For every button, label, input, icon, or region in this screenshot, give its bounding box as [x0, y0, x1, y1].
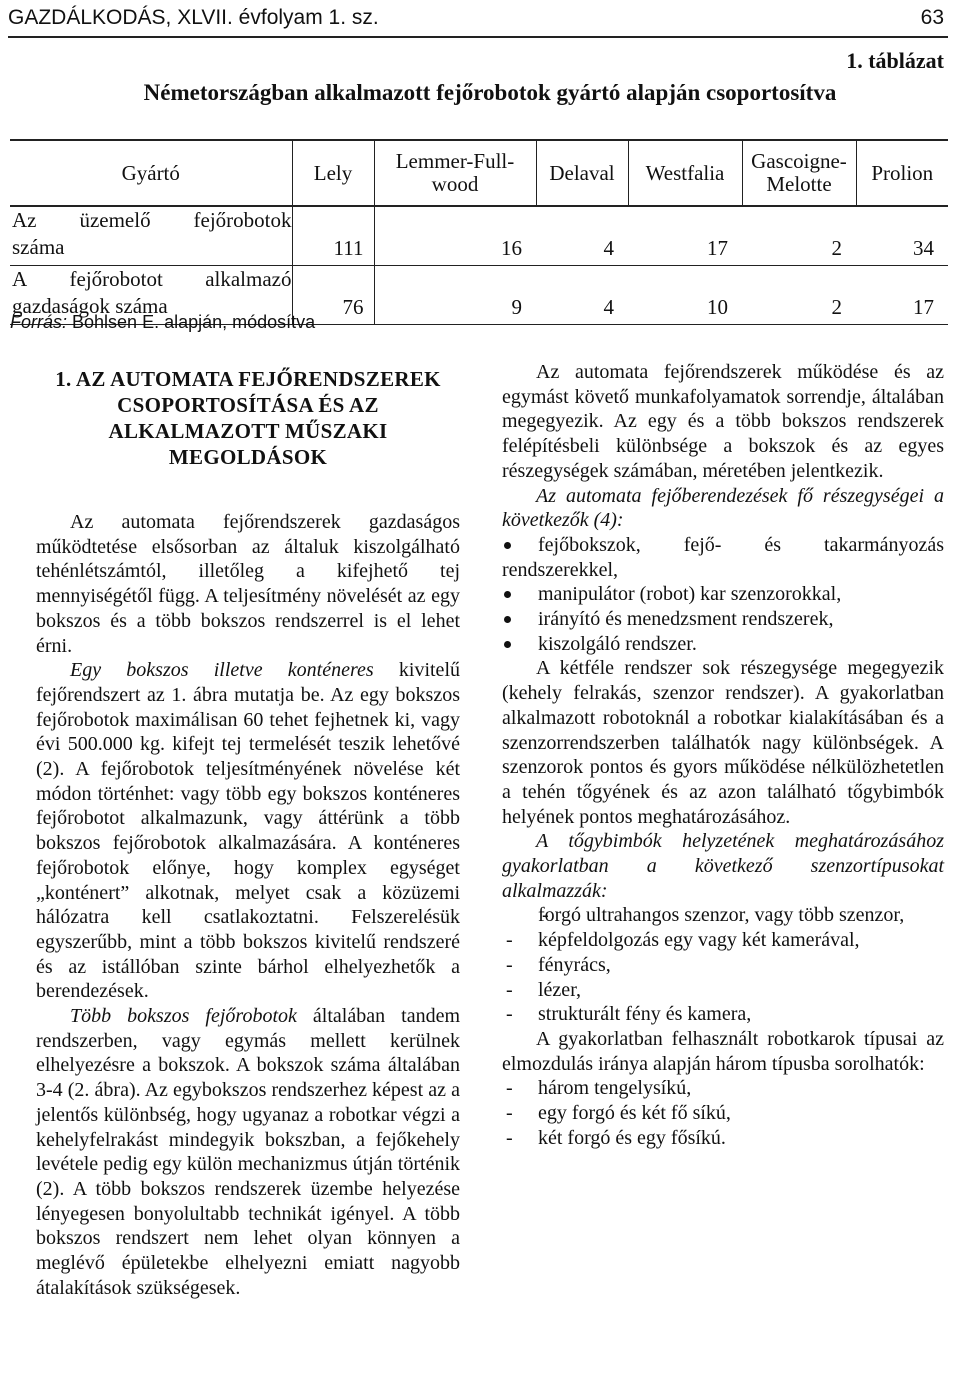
dash-item: - egy forgó és két fő síkú,	[502, 1101, 944, 1126]
source-text: Bohlsen E. alapján, módosítva	[67, 312, 316, 332]
row-label-word: alkalmazó	[205, 267, 292, 291]
header-lemmer-line2: wood	[431, 172, 479, 196]
header-lemmer-line1: Lemmer-Full-	[395, 149, 515, 173]
row-label-word: fejőrobotot	[69, 267, 163, 291]
cell-delaval: 4	[603, 236, 614, 260]
paragraph: Az automata fejőrendszerek gazdaságos működtetése elsősorban az általuk kiszolgálható tehénlétszámtól, illetőleg a kifejhető tej mennyiségétől függ. A teljesítmény növelését az egy bokszos és a több bokszos rendszerrel is el lehet érni.	[36, 511, 460, 657]
cell-gascoigne-melotte: 2	[831, 295, 842, 319]
header-prolion: Prolion	[856, 140, 948, 206]
dash-item: - forgó ultrahangos szenzor, vagy több szenzor,	[502, 903, 944, 928]
table-label: 1. táblázat	[846, 48, 944, 73]
header-gascoigne-line2: Melotte	[766, 172, 832, 196]
bullet-item: manipulátor (robot) kar szenzorokkal,	[502, 582, 944, 607]
row-label-word: fejőrobotok	[193, 208, 292, 232]
table-row	[10, 206, 948, 266]
page-number: 63	[920, 6, 944, 29]
cell-lely: 111	[292, 206, 374, 266]
paragraph: Az automata fejőrendszerek működése és az egymást követő munkafolyamatok sorrendje, általában megegyezik. Az egy és a több bokszos rendszerek felépítésbeli különbsége a bokszok és az egyes részegységek számában, méretében jelentkezik.	[502, 361, 944, 482]
header-westfalia: Westfalia	[628, 140, 742, 206]
cell-gascoigne-melotte: 2	[831, 236, 842, 260]
dash-item: - lézer,	[502, 978, 944, 1003]
table-title: Németországban alkalmazott fejőrobotok gyártó alapján csoportosítva	[143, 80, 837, 105]
italic-lead: Egy bokszos illetve konténeres	[70, 659, 374, 682]
heading-line: 1. AZ AUTOMATA FEJŐRENDSZEREK	[55, 367, 441, 391]
section-heading	[36, 366, 460, 470]
row-label-word: gazdaságok száma	[12, 294, 168, 318]
paragraph-text: általában tandem rendszerben, vagy egymás mellett kerülnek elhelyezésre a bokszok. A bokszok száma általában 3-4 (2. ábra). Az egybokszos rendszerhez képest az a jelentős különbség, hogy ugyanaz a robotkar végzi a kehelyfelrakást mindegyik bokszban, a fejőkehely levétele pedig egy külön mechanizmus útján történik (2). A több bokszos rendszerek üzembe helyezése lényegesen bonyolultabb technikát igényel. A több bokszos rendszert nem lehet olyan könnyen a meglévő épületekbe elhelyezni emiatt nagyobb átalakítások szükségesek.	[36, 1005, 460, 1299]
cell-prolion: 17	[913, 295, 934, 319]
dash-item: - két forgó és egy fősíkú.	[502, 1126, 944, 1151]
paragraph: A kétféle rendszer sok részegysége megegyezik (kehely felrakás, szenzor rendszer). A gyakorlatban alkalmazott robotoknál a robotkar kialakításában és a szenzorrendszerben találhatók nagy különbségek. A szenzorok pontos és gyors működése nélkülözhetetlen a tehén tőgyének és az azon található tőgybimbók helyének pontos meghatározásához.	[502, 657, 944, 828]
paragraph	[36, 658, 460, 1004]
cell-prolion: 34	[913, 236, 934, 260]
row-label-word: Az	[12, 208, 37, 232]
running-head	[8, 2, 948, 38]
dash-item: - fényrács,	[502, 953, 944, 978]
row-label-word: száma	[12, 235, 65, 259]
robot-manufacturer-table	[10, 139, 948, 325]
cell-delaval: 4	[603, 295, 614, 319]
heading-line: CSOPORTOSÍTÁSA ÉS AZ	[117, 393, 379, 417]
bullet-item: fejőbokszok, fejő- és takarmányozás rendszerekkel,	[502, 533, 944, 581]
paragraph-text: kivitelű fejőrendszert az 1. ábra mutatja be. Az egy bokszos fejőrobotok maximálisan 60 tehet fejhetnek ki, vagy évi 500.000 kg. kifejt tej termelését teszik lehetővé (2). A fejőrobotok teljesítményének növelése két módon történhet: vagy több egy bokszos konténeres fejőrobotot alkalmazunk, vagy áttérünk a több bokszos fejőrobotok alkalmazására. A konténeres fejőrobotok előnye, hogy komplex egységet „konténert” alkotnak, melyet csak a közüzemi hálózatra kell csatlakoztatni. Felszerelésük egyszerűbb, mint a több bokszos kivitelű rendszeré és az istállóban szinte bárhol elhelyezhetők a berendezések.	[36, 659, 460, 1003]
header-lemmer-fullwood	[374, 140, 536, 206]
header-manufacturer: Gyártó	[10, 140, 292, 206]
header-lely: Lely	[292, 140, 374, 206]
table-header-row	[10, 140, 948, 206]
dash-item: - három tengelysíkú,	[502, 1076, 944, 1101]
italic-lead: Több bokszos fejőrobotok	[70, 1005, 297, 1028]
bullet-item: kiszolgáló rendszer.	[502, 632, 944, 657]
row-label-word: A	[12, 267, 28, 291]
dash-item: - képfeldolgozás egy vagy két kamerával,	[502, 928, 944, 953]
dash-item: - strukturált fény és kamera,	[502, 1002, 944, 1027]
table-source	[10, 312, 315, 333]
cell-westfalia: 17	[707, 236, 728, 260]
journal-title: GAZDÁLKODÁS, XLVII. évfolyam 1. sz.	[8, 6, 379, 29]
left-column	[36, 360, 460, 1301]
paragraph-italic: A tőgybimbók helyzetének meghatározásához gyakorlatban a következő szenzortípusokat alkalmazzák:	[502, 830, 944, 902]
source-label: Forrás:	[10, 312, 68, 332]
cell-lely: 76	[292, 266, 374, 325]
heading-line: ALKALMAZOTT MŰSZAKI	[108, 419, 388, 443]
row-label	[10, 206, 292, 266]
bullet-item: irányító és menedzsment rendszerek,	[502, 607, 944, 632]
paragraph	[36, 1004, 460, 1300]
cell-westfalia: 10	[707, 295, 728, 319]
header-gascoigne-melotte	[742, 140, 856, 206]
header-gascoigne-line1: Gascoigne-	[751, 149, 847, 173]
right-column	[502, 360, 944, 1151]
cell-lemmer-fullwood: 16	[501, 236, 522, 260]
paragraph-italic: Az automata fejőberendezések fő részegységei a következők (4):	[502, 484, 944, 532]
row-label-word: üzemelő	[79, 208, 151, 232]
cell-lemmer-fullwood: 9	[511, 295, 522, 319]
heading-line: MEGOLDÁSOK	[168, 445, 328, 469]
paragraph: A gyakorlatban felhasznált robotkarok típusai az elmozdulás iránya alapján három típusba sorolhatók:	[502, 1027, 944, 1075]
header-delaval: Delaval	[536, 140, 628, 206]
